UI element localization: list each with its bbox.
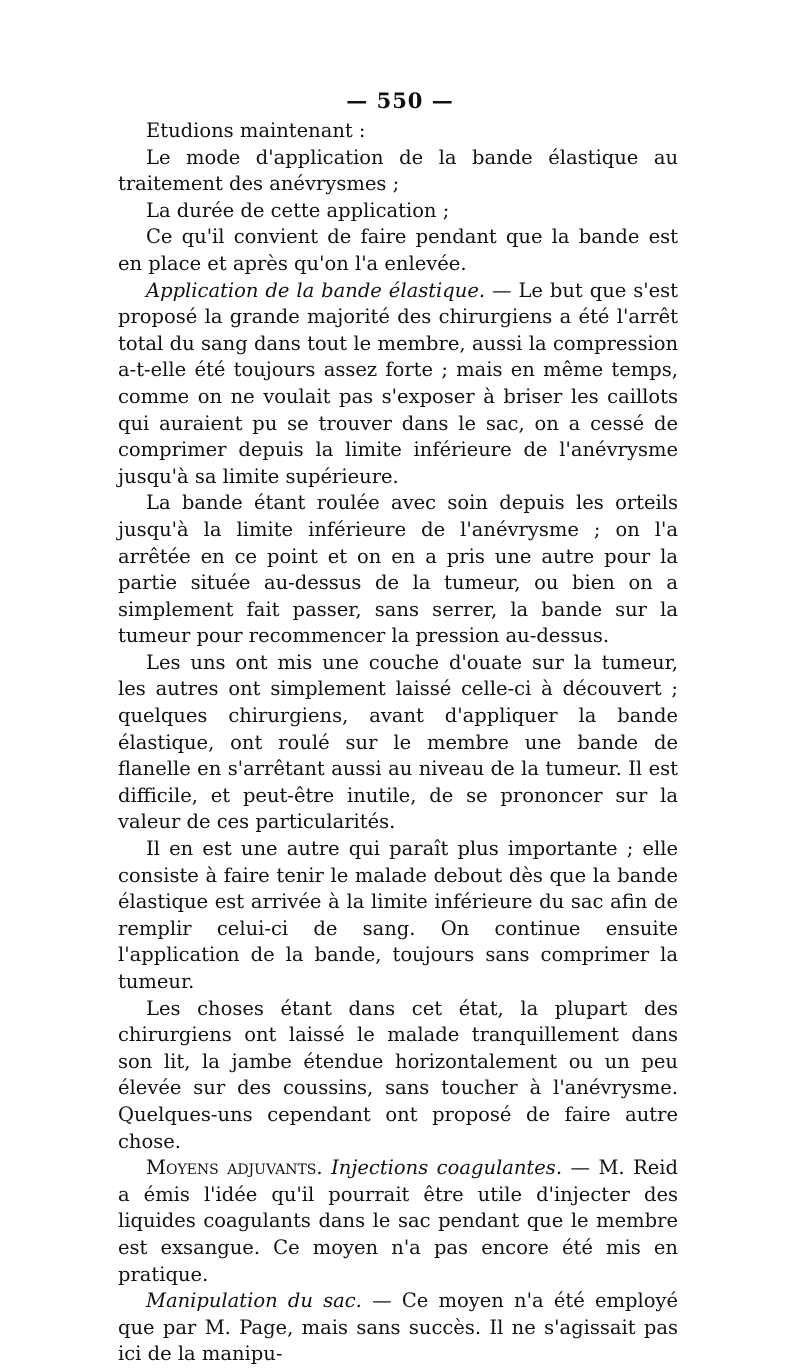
section-heading-injections: Injections coagulantes. <box>331 1156 563 1180</box>
paragraph-band-rolled <box>118 490 678 650</box>
section-heading-manipulation: Manipulation du sac. <box>146 1289 362 1313</box>
paragraph-text: Etudions maintenant : <box>146 119 366 142</box>
paragraph-rest <box>118 996 678 1156</box>
paragraph-text: — Ce moyen n'a été employé que par M. Page, mais sans succès. Il ne s'agissait pas ici de la manipu- <box>118 1289 678 1366</box>
paragraph-text: Ce qu'il convient de faire pendant que la bande est en place et après qu'on l'a enlevée. <box>118 225 678 275</box>
paragraph-adjuvants <box>118 1155 678 1288</box>
paragraph-intro <box>118 118 678 145</box>
paragraph-text: La durée de cette application ; <box>146 198 450 222</box>
paragraph-text: Les uns ont mis une couche d'ouate sur la tumeur, les autres ont simplement laissé celle-ci à découvert ; quelques chirurgiens, avant d'appliquer la bande élastique, ont roulé sur le membre une bande de flanelle en s'arrêtant aussi au niveau de la tumeur. Il est difficile, et peut-être inutile, de se prononcer sur la valeur de ces particularités. <box>118 650 678 834</box>
paragraph-standing <box>118 836 678 996</box>
page-number: — 550 — <box>346 88 454 113</box>
paragraph-what-to-do <box>118 224 678 277</box>
section-label-adjuvants: Moyens adjuvants. <box>146 1156 323 1180</box>
paragraph-duration <box>118 198 678 225</box>
paragraph-text: La bande étant roulée avec soin depuis les orteils jusqu'à la limite inférieure de l'anévrysme ; on l'a arrêtée en ce point et on en a pris une autre pour la partie située au-dessus de la tumeur, ou bien on a simplement fait passer, sans serrer, la bande sur la tumeur pour recommencer la pression au-dessus. <box>118 491 678 648</box>
paragraph-text: — M. Reid a émis l'idée qu'il pourrait être utile d'injecter des liquides coagulants dans le sac pendant que le membre est exsangue. Ce moyen n'a pas encore été mis en pratique. <box>118 1156 679 1286</box>
paragraph-application <box>118 278 678 491</box>
paragraph-text: Les choses étant dans cet état, la plupart des chirurgiens ont laissé le malade tranquillement dans son lit, la jambe étendue horizontalement ou un peu élevée sur des coussins, sans toucher à l'anévrysme. Quelques-uns cependant ont proposé de faire autre chose. <box>118 996 678 1153</box>
paragraph-manipulation <box>118 1288 678 1368</box>
paragraph-mode <box>118 145 678 198</box>
paragraph-text: Le mode d'application de la bande élastique au traitement des anévrysmes ; <box>118 145 678 196</box>
section-heading-application: Application de la bande élastique. <box>146 278 486 302</box>
paragraph-text: Il en est une autre qui paraît plus importante ; elle consiste à faire tenir le malade debout dès que la bande élastique est arrivée à la limite inférieure du sac afin de remplir celui-ci de sang. On continue ensuite l'application de la bande, toujours sans comprimer la tumeur. <box>118 837 678 993</box>
paragraph-text: — Le but que s'est proposé la grande majorité des chirurgiens a été l'arrêt total du sang dans tout le membre, aussi la compression a-t-elle été toujours assez forte ; mais en même temps, comme on ne voulait pas s'exposer à briser les caillots qui auraient pu se trouver dans le sac, on a cessé de comprimer depuis la limite inférieure de l'anévrysme jusqu'à sa limite supérieure. <box>118 278 678 488</box>
paragraph-ouate <box>118 650 678 836</box>
body-text <box>118 118 678 1368</box>
